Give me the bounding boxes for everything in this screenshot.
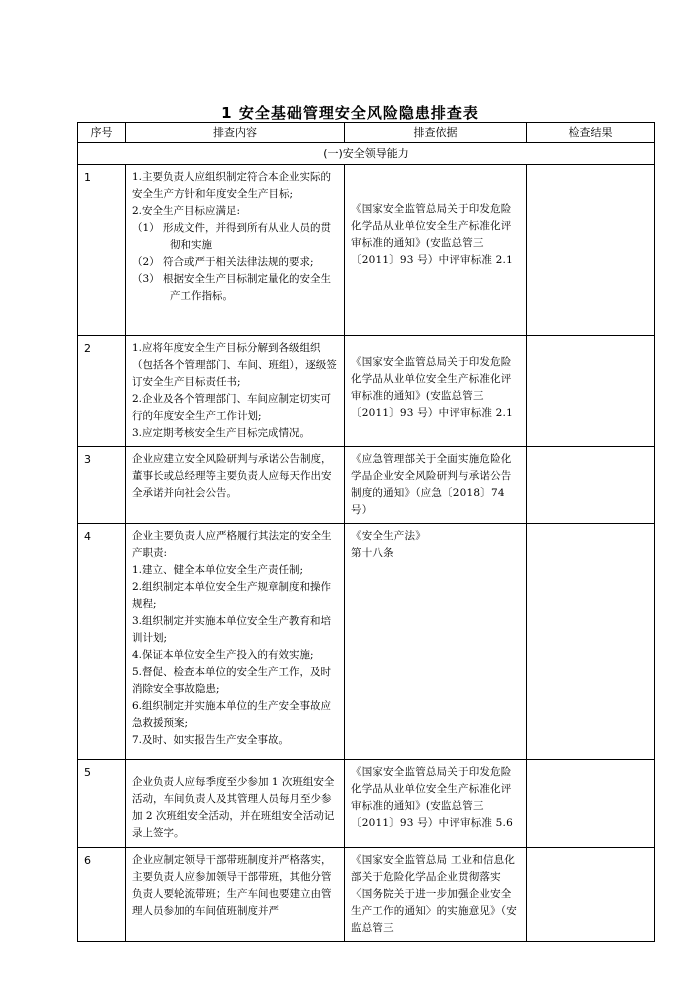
row-result (527, 524, 655, 760)
header-basis: 排查依据 (345, 123, 527, 143)
row-basis (345, 336, 527, 447)
table-row (78, 336, 655, 447)
row-basis (345, 848, 527, 942)
content-line: 3.应定期考核安全生产目标完成情况。 (132, 427, 311, 439)
content-line: 1.应将年度安全生产目标分解到各级组织（包括各个管理部门、车间、班组），逐级签订安全生产目标责任书; (132, 342, 337, 388)
section-row (78, 143, 655, 165)
row-basis (345, 524, 527, 760)
table-header-row (78, 123, 655, 143)
table-row (78, 848, 655, 942)
content-line: 企业负责人应每季度至少参加 1 次班组安全活动，车间负责人及其管理人员每月至少参加 2 次班组安全活动，并在班组安全活动记录上签字。 (132, 776, 335, 839)
section-title: (一)安全领导能力 (78, 143, 655, 165)
content-line: （2） 符合或严于相关法律法规的要求; (132, 256, 314, 268)
row-seq: 5 (78, 760, 126, 848)
row-content (126, 447, 345, 524)
table-row (78, 760, 655, 848)
table-row (78, 447, 655, 524)
content-line: 2.安全生产目标应满足: (132, 205, 241, 217)
header-content: 排查内容 (126, 123, 345, 143)
row-content (126, 165, 345, 336)
content-line: 1.建立、健全本单位安全生产责任制; (132, 564, 304, 576)
content-line: （1） 形成文件，并得到所有从业人员的贯彻和实施 (132, 222, 332, 251)
row-result (527, 336, 655, 447)
content-line: 6.组织制定并实施本单位的生产安全事故应急救援预案; (132, 700, 332, 729)
basis-text: 《应急管理部关于全面实施危险化学品企业安全风险研判与承诺公告制度的通知》（应急〔2018〕74 号） (351, 453, 512, 516)
table-row (78, 524, 655, 760)
row-content (126, 524, 345, 760)
basis-text: 《国家安全监管总局关于印发危险化学品从业单位安全生产标准化评审标准的通知》(安监总管三〔2011〕93 号）中评审标准 2.1 (351, 203, 513, 266)
content-line: 企业应建立安全风险研判与承诺公告制度，董事长或总经理等主要负责人应每天作出安全承诺并向社会公告。 (132, 453, 332, 499)
content-line: 7.及时、如实报告生产安全事故。 (132, 734, 290, 746)
row-seq: 3 (78, 447, 126, 524)
row-content (126, 848, 345, 942)
content-line: 2.企业及各个管理部门、车间应制定切实可行的年度安全生产工作计划; (132, 393, 332, 422)
row-content (126, 336, 345, 447)
row-result (527, 165, 655, 336)
row-basis (345, 447, 527, 524)
content-line: （3） 根据安全生产目标制定量化的安全生产工作指标。 (132, 273, 332, 302)
content-line: 4.保证本单位安全生产投入的有效实施; (132, 649, 314, 661)
inspection-table (77, 122, 655, 942)
row-basis (345, 760, 527, 848)
basis-text: 《国家安全监管总局关于印发危险化学品从业单位安全生产标准化评审标准的通知》(安监总管三〔2011〕93 号）中评审标准 5.6 (351, 766, 513, 829)
content-line: 3.组织制定并实施本单位安全生产教育和培训计划; (132, 615, 332, 644)
header-seq: 序号 (78, 123, 126, 143)
row-seq: 6 (78, 848, 126, 942)
row-seq: 2 (78, 336, 126, 447)
basis-text: 《国家安全监管总局关于印发危险化学品从业单位安全生产标准化评审标准的通知》(安监总管三〔2011〕93 号）中评审标准 2.1 (351, 356, 513, 419)
header-result: 检查结果 (527, 123, 655, 143)
content-line: 2.组织制定本单位安全生产规章制度和操作规程; (132, 581, 332, 610)
basis-text: 《安全生产法》第十八条 (351, 530, 426, 559)
row-result (527, 447, 655, 524)
row-content (126, 760, 345, 848)
content-line: 企业主要负责人应严格履行其法定的安全生产职责: (132, 530, 332, 559)
table-row (78, 165, 655, 336)
basis-text: 《国家安全监管总局 工业和信息化部关于危险化学品企业贯彻落实〈国务院关于进一步加强企业安全生产工作的通知〉的实施意见》（安监总管三 (351, 854, 517, 934)
content-line: 企业应制定领导干部带班制度并严格落实，主要负责人应参加领导干部带班，其他分管负责人要轮流带班；生产车间也要建立由管理人员参加的车间值班制度并严 (132, 854, 332, 917)
row-result (527, 848, 655, 942)
content-line: 1.主要负责人应组织制定符合本企业实际的安全生产方针和年度安全生产目标; (132, 171, 332, 200)
content-line: 5.督促、检查本单位的安全生产工作，及时消除安全事故隐患; (132, 666, 332, 695)
page-title: 1 安全基础管理安全风险隐患排查表 (221, 104, 479, 122)
row-result (527, 760, 655, 848)
row-basis (345, 165, 527, 336)
row-seq: 4 (78, 524, 126, 760)
row-seq: 1 (78, 165, 126, 336)
